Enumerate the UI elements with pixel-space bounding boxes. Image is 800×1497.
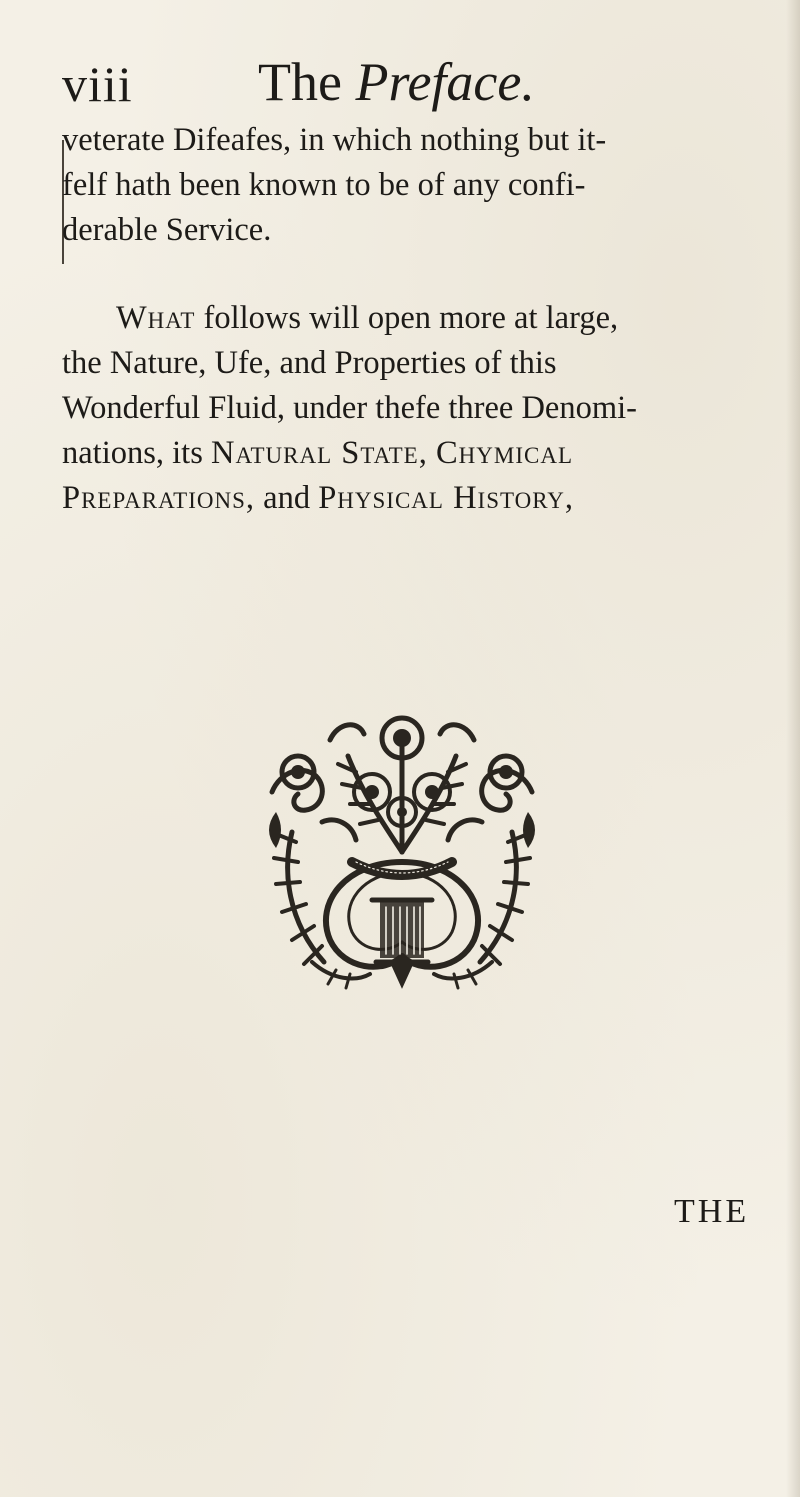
small-caps-word: What [116, 300, 196, 336]
text-line: felf hath been known to be of any confi- [62, 167, 586, 203]
running-header [62, 48, 762, 118]
text-line: veterate Difeafes, in which nothing but it- [62, 122, 607, 158]
running-title-preface: Preface. [355, 52, 535, 112]
paragraph-1 [62, 118, 762, 253]
running-title-the: The [258, 52, 342, 112]
small-caps-phrase: Chymical [435, 435, 573, 471]
small-caps-phrase: Preparations, [62, 480, 256, 516]
running-title [258, 50, 535, 114]
text-line: the Nature, Ufe, and Properties of this [62, 345, 557, 381]
catchword: THE [674, 1193, 750, 1230]
floral-tailpiece-ornament-icon [252, 712, 552, 992]
text-line [62, 296, 762, 341]
paragraph-2 [62, 296, 762, 521]
text-fragment: follows will open more at large, [203, 300, 619, 336]
text-line [62, 431, 762, 476]
text-line: derable Service. [62, 212, 272, 248]
small-caps-phrase: Natural State, [210, 435, 428, 471]
text-fragment: nations, its [62, 435, 203, 471]
page-number: viii [62, 56, 133, 112]
text-line [62, 476, 762, 521]
text-fragment: and [263, 480, 311, 516]
page-edge-shadow [786, 0, 800, 1497]
text-line: Wonderful Fluid, under thefe three Denomi- [62, 390, 637, 426]
small-caps-phrase: Physical History, [318, 480, 575, 516]
